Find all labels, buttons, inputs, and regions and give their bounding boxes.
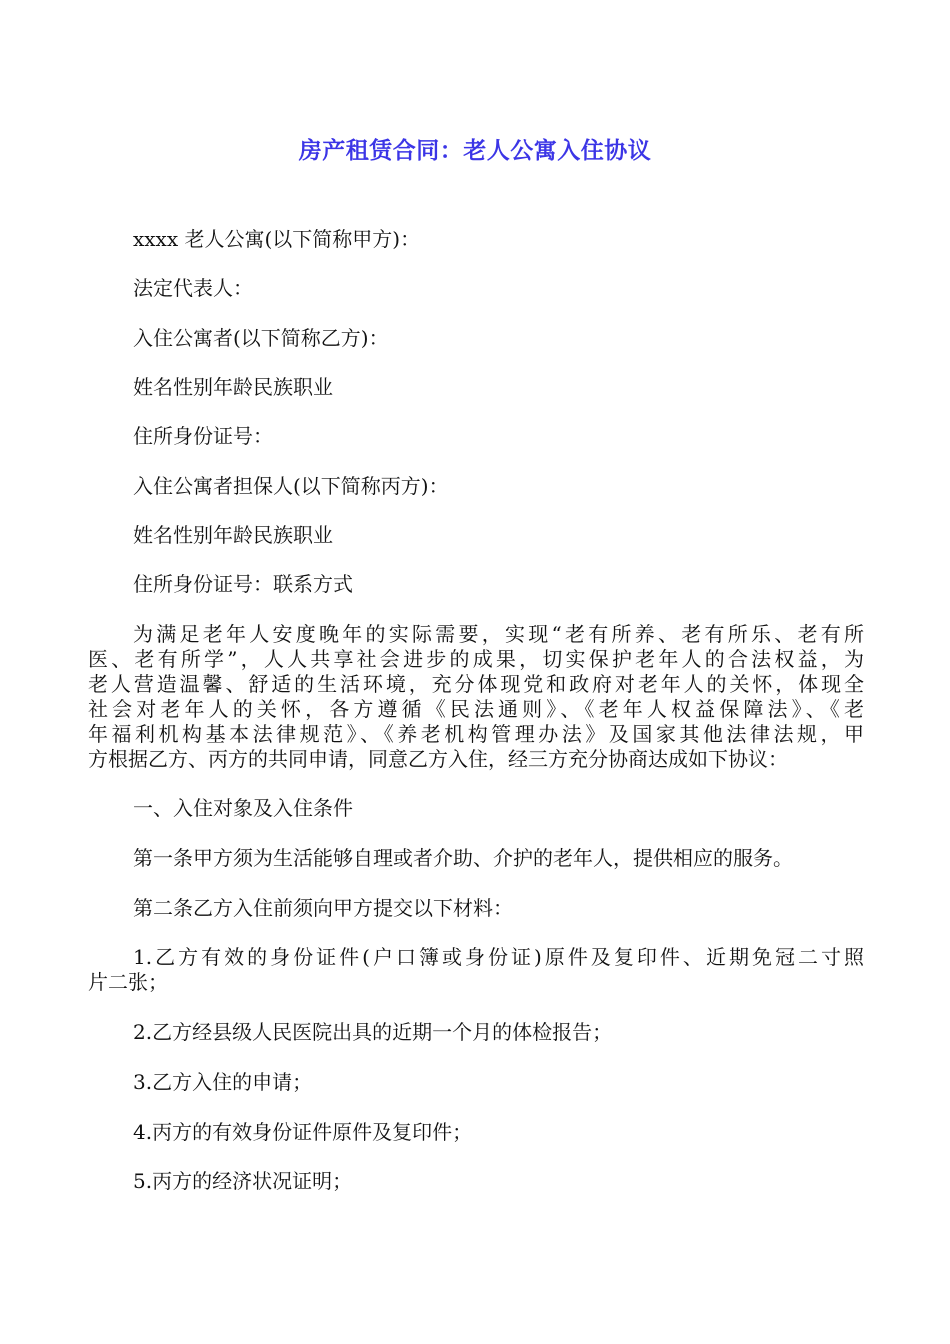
intro-line: 老人营造温馨、舒适的生活环境，充分体现党和政府对老年人的关怀，体现全 xyxy=(88,672,864,696)
item-1-paragraph xyxy=(88,945,864,995)
item-1-line: 1.乙方有效的身份证件(户口簿或身份证)原件及复印件、近期免冠二寸照 xyxy=(133,945,864,969)
item-5: 5.丙方的经济状况证明； xyxy=(133,1169,353,1193)
party-c-address-line: 住所身份证号：联系方式 xyxy=(133,572,353,596)
item-4: 4.丙方的有效身份证件原件及复印件； xyxy=(133,1120,473,1144)
legal-representative-line: 法定代表人： xyxy=(133,276,253,300)
party-a-line: xxxx 老人公寓(以下简称甲方)： xyxy=(133,227,421,251)
section-heading: 一、入住对象及入住条件 xyxy=(133,796,353,820)
item-1-line: 片二张； xyxy=(88,970,168,994)
party-c-info-line: 姓名性别年龄民族职业 xyxy=(133,523,333,547)
intro-line: 方根据乙方、丙方的共同申请，同意乙方入住，经三方充分协商达成如下协议： xyxy=(88,747,788,771)
item-3: 3.乙方入住的申请； xyxy=(133,1070,313,1094)
party-b-address-line: 住所身份证号： xyxy=(133,424,273,448)
party-b-line: 入住公寓者(以下简称乙方)： xyxy=(133,326,389,350)
intro-line: 社会对老年人的关怀，各方遵循《民法通则》、《老年人权益保障法》、《老 xyxy=(88,697,864,721)
party-c-line: 入住公寓者担保人(以下简称丙方)： xyxy=(133,474,449,498)
intro-paragraph xyxy=(88,622,864,772)
intro-line: 为满足老年人安度晚年的实际需要，实现“老有所养、老有所乐、老有所 xyxy=(133,622,864,646)
intro-line: 医、老有所学”，人人共享社会进步的成果，切实保护老年人的合法权益，为 xyxy=(88,647,864,671)
intro-line: 年福利机构基本法律规范》、《养老机构管理办法》及国家其他法律法规，甲 xyxy=(88,722,864,746)
article-1: 第一条甲方须为生活能够自理或者介助、介护的老年人，提供相应的服务。 xyxy=(133,846,793,870)
item-2: 2.乙方经县级人民医院出具的近期一个月的体检报告； xyxy=(133,1020,613,1044)
article-2: 第二条乙方入住前须向甲方提交以下材料： xyxy=(133,896,513,920)
party-b-info-line: 姓名性别年龄民族职业 xyxy=(133,375,333,399)
document-title: 房产租赁合同：老人公寓入住协议 xyxy=(298,138,652,164)
